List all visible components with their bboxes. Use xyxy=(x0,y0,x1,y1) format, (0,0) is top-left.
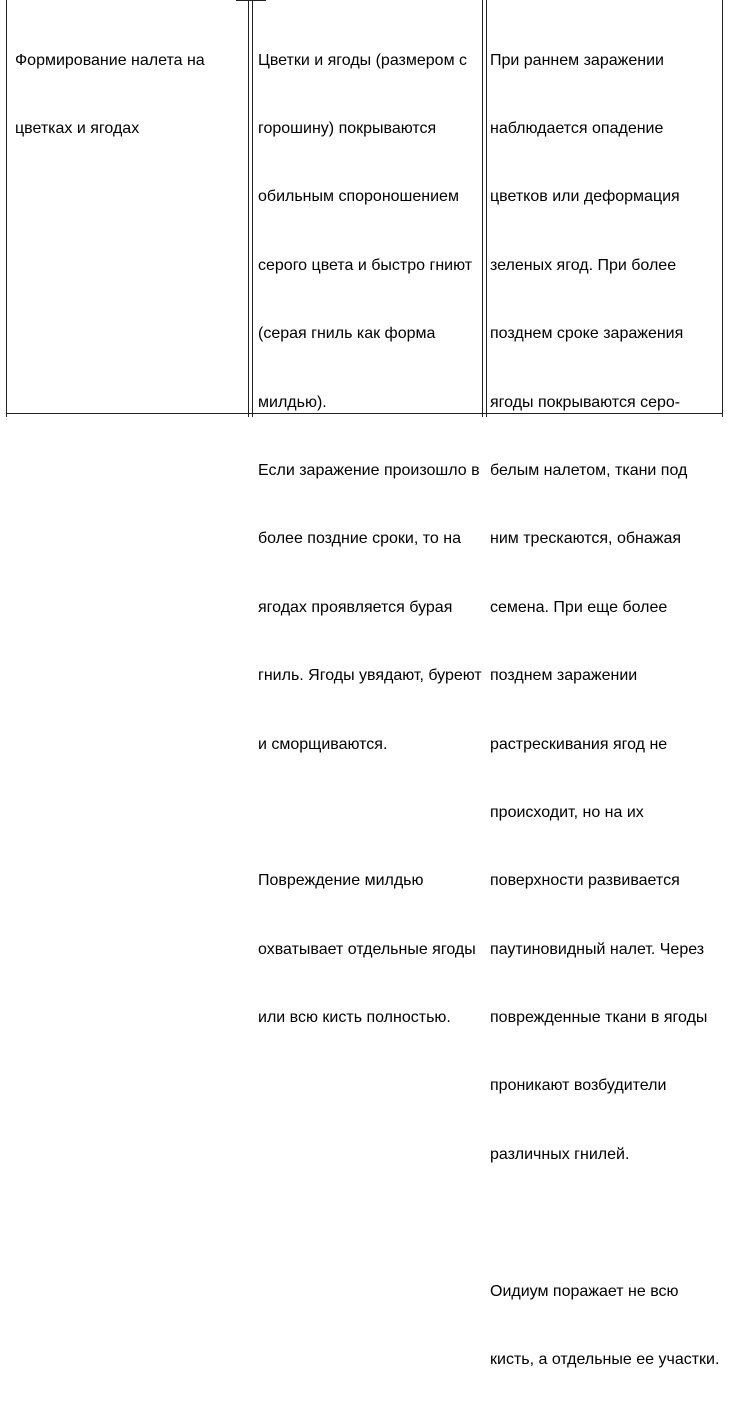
table-border-col2-right xyxy=(482,0,483,417)
cell-line: Оидиум поражает не всю xyxy=(490,1282,679,1300)
cell-line: охватывает отдельные ягоды xyxy=(258,940,476,958)
cell-line: (серая гниль как форма xyxy=(258,325,436,343)
cell-line: позднем сроке заражения xyxy=(490,325,684,343)
cell-line: зеленых ягод. При более xyxy=(490,256,677,274)
cell-line: более поздние сроки, то на xyxy=(258,530,461,548)
cell-line: ним трескаются, обнажая xyxy=(490,530,682,548)
cell-line: наблюдается опадение xyxy=(490,119,664,137)
cell-line: цветков или деформация xyxy=(490,188,680,206)
cell-line: милдью). xyxy=(258,393,327,411)
cell-line: цветках и ягодах xyxy=(15,119,140,137)
cell-line: происходит, но на их xyxy=(490,803,644,821)
cell-line xyxy=(258,802,482,825)
cell-line: ягоды покрываются серо- xyxy=(490,393,681,411)
table-cell-symptom xyxy=(15,4,205,186)
cell-line: Формирование налета на xyxy=(15,51,205,69)
cell-line: растрескивания ягод не xyxy=(490,735,668,753)
cell-line: кисть, а отдельные ее участки. xyxy=(490,1351,720,1369)
cell-line: Если заражение произошло в xyxy=(258,461,480,479)
cell-line: гниль. Ягоды увядают, буреют xyxy=(258,667,482,685)
cell-line: При раннем заражении xyxy=(490,51,664,69)
table-cell-oidium xyxy=(490,4,719,1417)
cell-line: позднем заражении xyxy=(490,667,638,685)
cell-line: различных гнилей. xyxy=(490,1145,630,1163)
table-border-col2-left xyxy=(252,0,253,417)
table-border-right xyxy=(722,0,723,417)
cell-line: поверхности развивается xyxy=(490,872,680,890)
table-border-col3-left xyxy=(486,0,487,417)
table-border-left xyxy=(6,0,7,417)
cell-line: проникают возбудители xyxy=(490,1077,667,1095)
table-cell-mildew xyxy=(258,4,482,1075)
cell-line xyxy=(490,1212,719,1235)
cell-line: и сморщиваются. xyxy=(258,735,388,753)
cell-line: или всю кисть полностью. xyxy=(258,1009,451,1027)
cell-line: семена. При еще более xyxy=(490,598,668,616)
cell-line: поврежденные ткани в ягоды xyxy=(490,1009,708,1027)
table-border-col1-right xyxy=(248,0,249,417)
cell-line: Цветки и ягоды (размером с xyxy=(258,51,468,69)
cell-line: Повреждение милдью xyxy=(258,872,424,890)
cell-line: обильным спороношением xyxy=(258,188,459,206)
table-border-top-fragment xyxy=(236,0,266,1)
cell-line: горошину) покрываются xyxy=(258,119,437,137)
cell-line: ягодах проявляется бурая xyxy=(258,598,453,616)
cell-line: белым налетом, ткани под xyxy=(490,461,688,479)
cell-line: серого цвета и быстро гниют xyxy=(258,256,473,274)
cell-line: паутиновидный налет. Через xyxy=(490,940,705,958)
